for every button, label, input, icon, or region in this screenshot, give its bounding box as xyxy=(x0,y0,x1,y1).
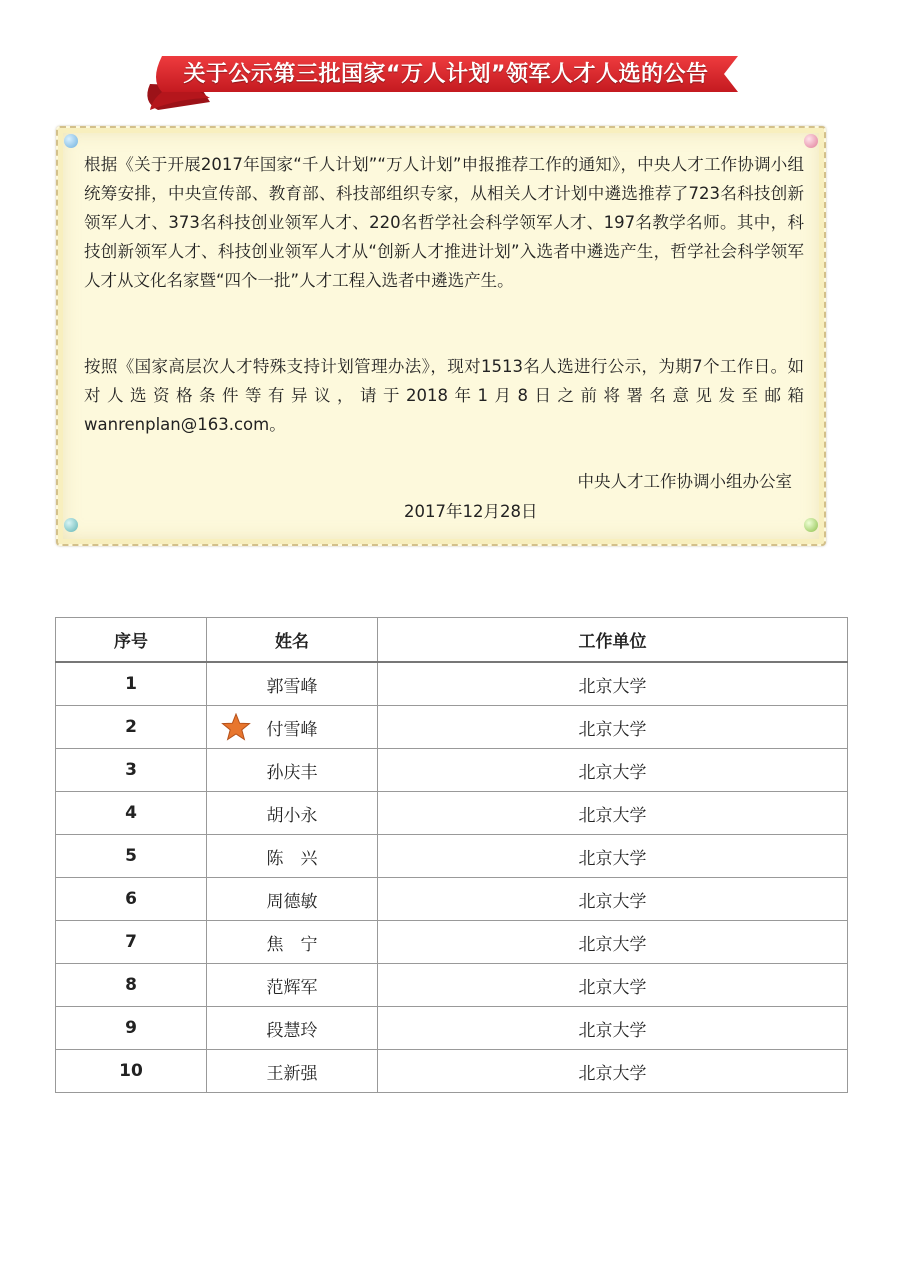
table-row xyxy=(56,792,848,835)
row-name: 段慧玲 xyxy=(207,1007,378,1050)
row-name: 付雪峰 xyxy=(266,719,318,740)
table-row xyxy=(56,1050,848,1093)
row-index: 7 xyxy=(56,921,207,964)
table-header-row xyxy=(56,618,848,663)
row-name: 焦 宁 xyxy=(207,921,378,964)
row-name: 孙庆丰 xyxy=(207,749,378,792)
row-unit: 北京大学 xyxy=(378,706,848,749)
star-icon xyxy=(221,713,251,741)
row-unit: 北京大学 xyxy=(378,792,848,835)
row-index: 2 xyxy=(56,706,207,749)
row-name: 陈 兴 xyxy=(207,835,378,878)
notice-date: 2017年12月28日 xyxy=(404,502,538,521)
row-unit: 北京大学 xyxy=(378,662,848,706)
table-row xyxy=(56,749,848,792)
row-index: 1 xyxy=(56,662,207,706)
title-banner xyxy=(140,52,740,114)
row-name: 范辉军 xyxy=(207,964,378,1007)
row-name: 周德敏 xyxy=(207,878,378,921)
row-name: 郭雪峰 xyxy=(207,662,378,706)
row-index: 4 xyxy=(56,792,207,835)
table-row xyxy=(56,878,848,921)
notice-panel xyxy=(56,126,826,546)
row-unit: 北京大学 xyxy=(378,835,848,878)
row-name-cell xyxy=(207,706,378,749)
page-title: 关于公示第三批国家“万人计划”领军人才人选的公告 xyxy=(183,62,709,87)
row-unit: 北京大学 xyxy=(378,964,848,1007)
corner-ornament-icon xyxy=(804,134,818,148)
notice-signature: 中央人才工作协调小组办公室 xyxy=(577,472,792,491)
table-row xyxy=(56,662,848,706)
row-name: 胡小永 xyxy=(207,792,378,835)
notice-paragraph: 按照《国家高层次人才特殊支持计划管理办法》，现对1513名人选进行公示，为期7个工作日。如对人选资格条件等有异议，请于2018年1月8日之前将署名意见发至邮箱wanrenplan@163.com。 xyxy=(84,357,804,434)
column-header-name: 姓名 xyxy=(207,618,378,663)
column-header-index: 序号 xyxy=(56,618,207,663)
row-unit: 北京大学 xyxy=(378,921,848,964)
corner-ornament-icon xyxy=(64,518,78,532)
corner-ornament-icon xyxy=(64,134,78,148)
table-row xyxy=(56,1007,848,1050)
row-index: 8 xyxy=(56,964,207,1007)
row-index: 10 xyxy=(56,1050,207,1093)
row-index: 6 xyxy=(56,878,207,921)
table-row xyxy=(56,921,848,964)
table-row xyxy=(56,964,848,1007)
table-row xyxy=(56,835,848,878)
corner-ornament-icon xyxy=(804,518,818,532)
column-header-unit: 工作单位 xyxy=(378,618,848,663)
row-index: 9 xyxy=(56,1007,207,1050)
table-row xyxy=(56,706,848,749)
row-name: 王新强 xyxy=(207,1050,378,1093)
row-unit: 北京大学 xyxy=(378,1007,848,1050)
notice-paragraph: 根据《关于开展2017年国家“千人计划”“万人计划”申报推荐工作的通知》，中央人才工作协调小组统筹安排，中央宣传部、教育部、科技部组织专家，从相关人才计划中遴选推荐了723名科技创新领军人才、373名科技创业领军人才、220名哲学社会科学领军人才、197名教学名师。其中，科技创新领军人才、科技创业领军人才从“创新人才推进计划”入选者中遴选产生，哲学社会科学领军人才从文化名家暨“四个一批”人才工程入选者中遴选产生。 xyxy=(84,155,804,290)
row-unit: 北京大学 xyxy=(378,749,848,792)
row-index: 3 xyxy=(56,749,207,792)
candidate-table xyxy=(55,617,848,1093)
row-unit: 北京大学 xyxy=(378,1050,848,1093)
row-unit: 北京大学 xyxy=(378,878,848,921)
row-index: 5 xyxy=(56,835,207,878)
